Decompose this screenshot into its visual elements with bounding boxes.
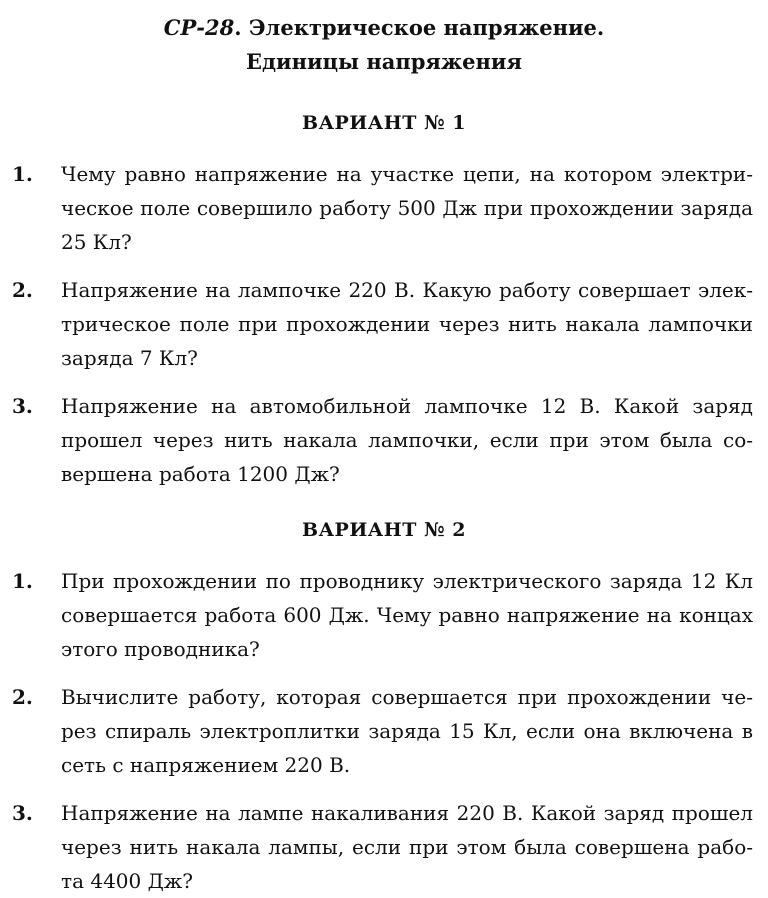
problem-line: вершена работа 1200 Дж? <box>61 462 340 486</box>
variant-2-heading: ВАРИАНТ № 2 <box>302 519 466 541</box>
problem-line: Напряжение на лампе накаливания 220 В. Какой заряд прошел <box>61 801 753 825</box>
problem-text <box>61 389 753 491</box>
problem-line: через нить накала лампы, если при этом была совершена рабо- <box>61 835 753 859</box>
problem-number: 3. <box>12 394 33 418</box>
problem-line: сеть с напряжением 220 В. <box>61 753 351 777</box>
problem-line: та 4400 Дж? <box>61 869 193 893</box>
problem-text <box>61 564 753 666</box>
variant-1-heading: ВАРИАНТ № 1 <box>302 112 466 134</box>
problem-line: рез спираль электроплитки заряда 15 Кл, если она включена в <box>61 719 753 743</box>
problem-line: совершается работа 600 Дж. Чему равно напряжение на концах <box>61 603 753 627</box>
problem-text <box>61 157 753 259</box>
problem-line: прошел через нить накала лампочки, если при этом была со- <box>61 428 753 452</box>
page-subtitle: Единицы напряжения <box>246 49 522 74</box>
problem-line: Вычислите работу, которая совершается при прохождении че- <box>61 685 753 709</box>
problem-text <box>61 273 753 375</box>
page-title <box>0 12 768 44</box>
problem-line: При прохождении по проводнику электрического заряда 12 Кл <box>61 569 753 593</box>
problem-line: этого проводника? <box>61 637 260 661</box>
problem-number: 1. <box>12 569 33 593</box>
problem-number: 1. <box>12 162 33 186</box>
problem-line: заряда 7 Кл? <box>61 346 198 370</box>
problem-line: Чему равно напряжение на участке цепи, на котором электри- <box>61 162 753 186</box>
problem-line: трическое поле при прохождении через нить накала лампочки <box>61 312 753 336</box>
problem-line: Напряжение на лампочке 220 В. Какую работу совершает элек- <box>61 278 753 302</box>
problem-text <box>61 796 753 898</box>
problem-line: 25 Кл? <box>61 230 132 254</box>
problem-number: 2. <box>12 685 33 709</box>
problem-line: Напряжение на автомобильной лампочке 12 В. Какой заряд <box>61 394 753 418</box>
problem-text <box>61 680 753 782</box>
worksheet-code: СР-28 <box>163 15 235 40</box>
problem-line: ческое поле совершило работу 500 Дж при прохождении заряда <box>61 196 753 220</box>
title-text: . Электрическое напряжение. <box>234 15 605 40</box>
problem-number: 2. <box>12 278 33 302</box>
problem-number: 3. <box>12 801 33 825</box>
